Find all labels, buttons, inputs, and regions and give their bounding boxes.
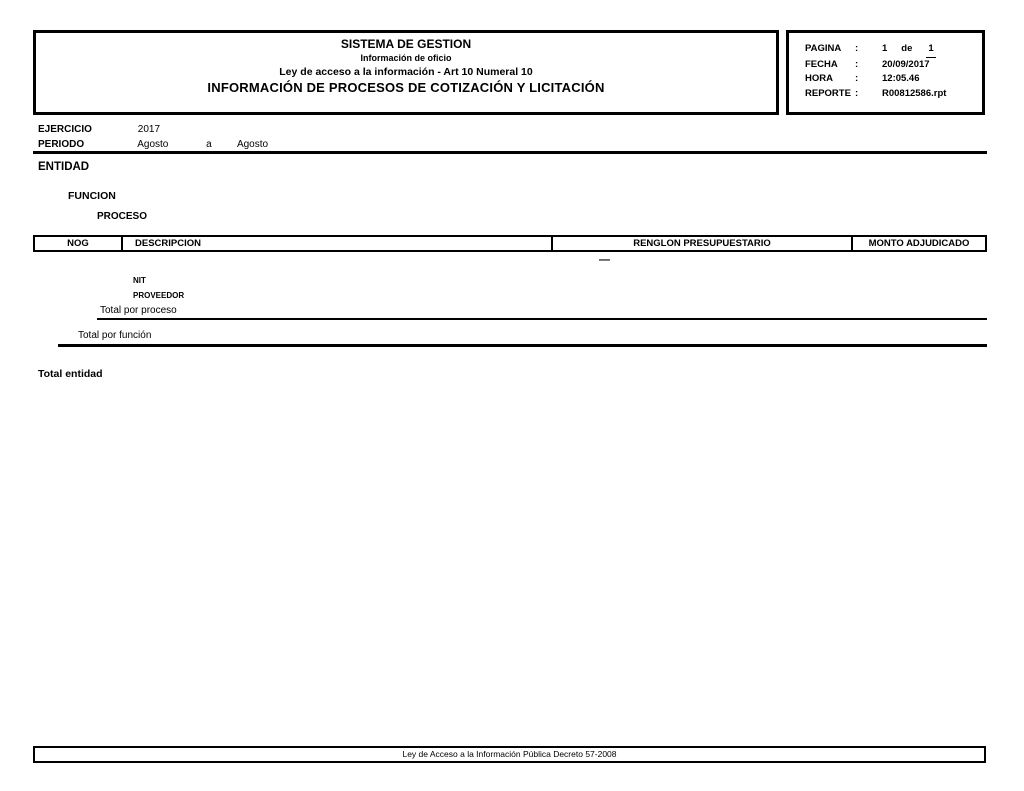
empty-renglon-marker: —: [599, 254, 610, 266]
footer-law-text: Ley de Acceso a la Información Pública Decreto 57-2008: [402, 749, 617, 759]
periodo-separator-rule: [33, 151, 987, 154]
fecha-row: [805, 58, 982, 73]
pagina-de: de: [901, 43, 913, 54]
periodo-label: PERIODO: [38, 139, 85, 150]
pagina-number: 1: [882, 43, 888, 54]
pagina-colon: :: [855, 43, 859, 54]
ejercicio-row: [38, 124, 160, 136]
footer-box: [33, 746, 986, 763]
law-line: Ley de acceso a la información - Art 10 Numeral 10: [279, 66, 533, 78]
ejercicio-label: EJERCICIO: [38, 124, 92, 135]
fecha-label: FECHA: [805, 58, 838, 70]
fecha-colon: :: [855, 58, 859, 70]
total-por-proceso-label: Total por proceso: [100, 305, 177, 316]
column-header-descripcion: DESCRIPCION: [121, 237, 551, 250]
reporte-value: R00812586.rpt: [882, 87, 947, 99]
pagina-value: [882, 42, 936, 58]
total-entidad-label: Total entidad: [38, 368, 103, 380]
table-header-row: [33, 235, 987, 252]
reporte-colon: :: [855, 87, 859, 99]
reporte-row: [805, 87, 982, 102]
reporte-label: REPORTE: [805, 87, 851, 99]
column-header-renglon-presupuestario: RENGLON PRESUPUESTARIO: [551, 237, 851, 250]
report-header-box: [33, 30, 779, 115]
info-line: Información de oficio: [360, 53, 452, 63]
proveedor-label: PROVEEDOR: [133, 291, 185, 300]
funcion-group-label: FUNCION: [68, 190, 116, 202]
nit-label: NIT: [133, 276, 146, 285]
pagina-label: PAGINA: [805, 43, 842, 54]
ejercicio-value: 2017: [137, 124, 161, 135]
periodo-connector: a: [206, 139, 212, 150]
hora-row: [805, 72, 982, 87]
hora-colon: :: [855, 73, 859, 84]
fecha-value: 20/09/2017: [882, 58, 930, 70]
periodo-row: [38, 139, 268, 151]
report-title: INFORMACIÓN DE PROCESOS DE COTIZACIÓN Y LICITACIÓN: [207, 80, 605, 95]
periodo-to: Agosto: [236, 139, 269, 150]
total-proceso-rule: [97, 318, 987, 320]
total-por-funcion-label: Total por función: [78, 330, 152, 341]
proceso-group-label: PROCESO: [97, 211, 148, 222]
column-header-nog: NOG: [67, 238, 89, 249]
entidad-group-label: ENTIDAD: [38, 161, 90, 173]
pagina-row: [805, 42, 982, 58]
column-header-monto-adjudicado: MONTO ADJUDICADO: [851, 237, 985, 250]
hora-label: HORA: [805, 73, 833, 84]
system-title: SISTEMA DE GESTION: [340, 37, 472, 51]
hora-value: 12:05.46: [882, 73, 920, 84]
pagina-total: 1: [926, 42, 935, 58]
total-funcion-rule: [58, 344, 987, 347]
page-info-box: [786, 30, 985, 115]
periodo-from: Agosto: [137, 139, 169, 150]
